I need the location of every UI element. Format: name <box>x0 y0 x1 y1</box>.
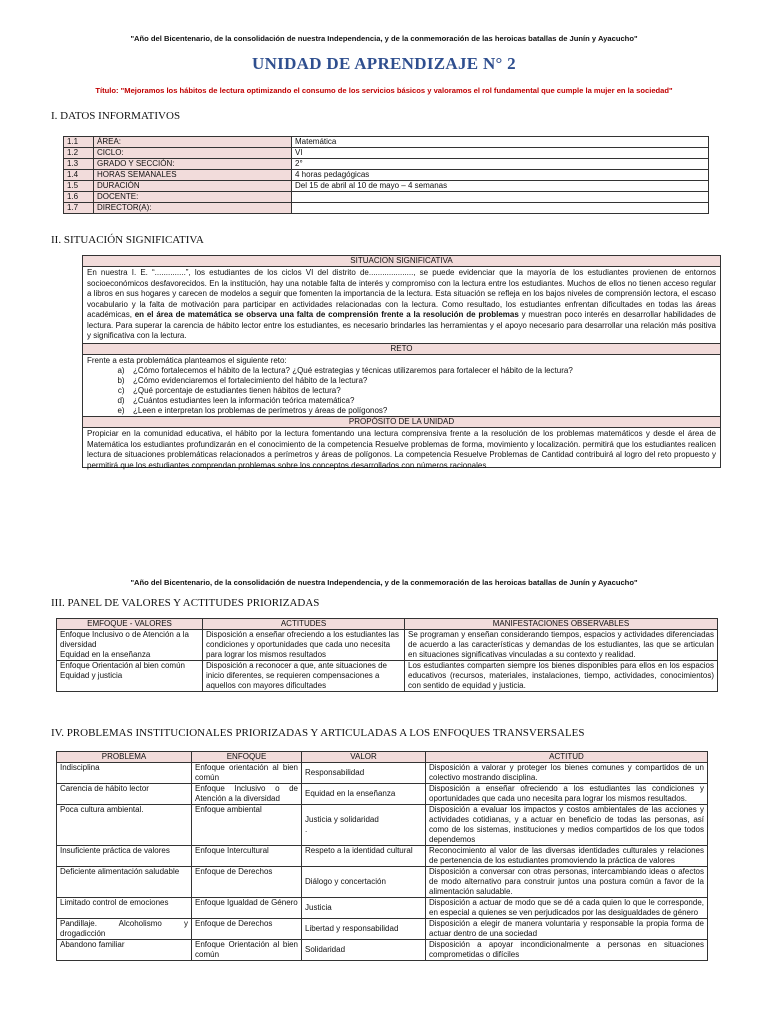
problemas-valor: Solidaridad <box>302 940 426 961</box>
datos-num: 1.4 <box>64 170 94 181</box>
section-situacion-heading: II. SITUACIÓN SIGNIFICATIVA <box>51 234 204 246</box>
problemas-table <box>56 751 708 961</box>
problemas-enfoque: Enfoque de Derechos <box>192 919 302 940</box>
problemas-enfoque: Enfoque Inclusivo o de Atención a la diversidad <box>192 784 302 805</box>
panel-actitud: Disposición a enseñar ofreciendo a los estudiantes las condiciones y oportunidades que cada uno necesita para lograr los mismos resultados <box>203 630 405 661</box>
reto-header: RETO <box>83 343 720 355</box>
panel-header-cell: MANIFESTACIONES OBSERVABLES <box>405 619 718 630</box>
datos-num: 1.3 <box>64 159 94 170</box>
panel-manifestacion: Los estudiantes comparten siempre los bienes disponibles para ellos en los espacios educativos (recursos, materiales, instalaciones, tiempo, actividades, conocimientos) con sentido de equidad y justicia. <box>405 661 718 692</box>
datos-label: HORAS SEMANALES <box>94 170 292 181</box>
problemas-enfoque: Enfoque Orientación al bien común <box>192 940 302 961</box>
problemas-header-cell: PROBLEMA <box>57 752 192 763</box>
datos-value: 2° <box>292 159 709 170</box>
datos-label: DURACIÓN <box>94 181 292 192</box>
datos-value <box>292 192 709 203</box>
problemas-enfoque: Enfoque Intercultural <box>192 846 302 867</box>
problemas-problema: Poca cultura ambiental. <box>57 805 192 846</box>
problemas-enfoque: Enfoque orientación al bien común <box>192 763 302 784</box>
problemas-enfoque: Enfoque Igualdad de Género <box>192 898 302 919</box>
problemas-row <box>57 940 708 961</box>
datos-label: ÁREA: <box>94 137 292 148</box>
problemas-problema: Limitado control de emociones <box>57 898 192 919</box>
motto-header: "Año del Bicentenario, de la consolidación de nuestra Independencia, y de la conmemoración de las heroicas batallas de Junín y Ayacucho" <box>130 34 638 43</box>
panel-enfoque: Enfoque Inclusivo o de Atención a la diversidad Equidad en la enseñanza <box>57 630 203 661</box>
reto-intro: Frente a esta problemática planteamos el siguiente reto: <box>87 355 287 365</box>
datos-row <box>64 148 709 159</box>
situacion-header: SITUACION SIGNIFICATIVA <box>83 256 720 267</box>
problemas-actitud: Disposición a evaluar los impactos y costos ambientales de las acciones y actividades cotidianas, y a actuar en beneficio de todas las personas, así como de los sistemas, instituciones y medios compartidos de los que todos dependemos <box>426 805 708 846</box>
datos-row <box>64 181 709 192</box>
datos-label: DIRECTOR(A): <box>94 203 292 214</box>
problemas-actitud: Disposición a actuar de modo que se dé a cada quien lo que le corresponde, en especial a quienes se ven perjudicados por las desigualdades de género <box>426 898 708 919</box>
problemas-valor: Equidad en la enseñanza <box>302 784 426 805</box>
proposito-text: Propiciar en la comunidad educativa, el hábito por la lectura fomentando una lectura comprensiva frente a la resolución de los problemas matemáticos y desde el área de Matemática los estudiantes profundizarán en el conocimiento de la competencia Resuelve problemas de forma, movimiento y localización. permitirá que los estudiantes realicen lectura de situaciones problemáticas relacionados a perímetros y áreas de polígonos. La competencia Resuelve Problemas de Cantidad contribuirá al logro del reto propuesto y permitirá que los estudiantes comprendan problemas sobre los conceptos desarrollados con números racionales <box>87 429 716 470</box>
problemas-actitud: Reconocimiento al valor de las diversas identidades culturales y relaciones de pertenencia de los estudiantes promoviendo la práctica de valores <box>426 846 708 867</box>
problemas-row <box>57 867 708 898</box>
problemas-actitud: Disposición a conversar con otras personas, intercambiando ideas o afectos de modo alternativo para construir juntos una postura común a favor de la alimentación saludable. <box>426 867 708 898</box>
datos-value <box>292 203 709 214</box>
panel-header-cell: ACTITUDES <box>203 619 405 630</box>
problemas-valor: Justicia y solidaridad . <box>302 805 426 846</box>
datos-value: 4 horas pedagógicas <box>292 170 709 181</box>
panel-manifestacion: Se programan y enseñan considerando tiempos, espacios y actividades diferenciadas de acuerdo a las características y demandas de los estudiantes, las que se articulan en situaciones significativas vinculadas a su contexto y realidad. <box>405 630 718 661</box>
panel-row <box>57 661 718 692</box>
problemas-actitud: Disposición a apoyar incondicionalmente a personas en situaciones comprometidas o difíciles <box>426 940 708 961</box>
datos-num: 1.1 <box>64 137 94 148</box>
reto-item: a. ¿Cómo fortalecemos el hábito de la lectura? ¿Qué estrategias y técnicas utilizaremos para fortalecer el hábito de la lectura? <box>129 366 720 376</box>
problemas-valor: Respeto a la identidad cultural <box>302 846 426 867</box>
reto-item: d. ¿Cuántos estudiantes leen la información teórica matemática? <box>129 396 720 406</box>
datos-label: CICLO: <box>94 148 292 159</box>
problemas-problema: Indisciplina <box>57 763 192 784</box>
datos-row <box>64 159 709 170</box>
problemas-row <box>57 805 708 846</box>
motto-header-2: "Año del Bicentenario, de la consolidación de nuestra Independencia, y de la conmemoración de las heroicas batallas de Junín y Ayacucho" <box>130 578 638 587</box>
datos-table <box>63 136 709 214</box>
problemas-enfoque: Enfoque ambiental <box>192 805 302 846</box>
problemas-row <box>57 763 708 784</box>
problemas-valor: Libertad y responsabilidad <box>302 919 426 940</box>
problemas-actitud: Disposición a enseñar ofreciendo a los estudiantes las condiciones y oportunidades que cada uno necesita para lograr los mismos resultados. <box>426 784 708 805</box>
datos-value: VI <box>292 148 709 159</box>
panel-header-cell: EMFOQUE - VALORES <box>57 619 203 630</box>
panel-enfoque: Enfoque Orientación al bien común Equidad y justicia <box>57 661 203 692</box>
problemas-header-cell: ACTITUD <box>426 752 708 763</box>
datos-row <box>64 203 709 214</box>
problemas-problema: Deficiente alimentación saludable <box>57 867 192 898</box>
problemas-problema: Carencia de hábito lector <box>57 784 192 805</box>
unit-subtitle: Título: "Mejoramos los hábitos de lectura optimizando el consumo de los servicios básicos y valoramos el rol fundamental que cumple la mujer en la sociedad" <box>95 86 673 95</box>
panel-row <box>57 630 718 661</box>
datos-label: GRADO Y SECCIÓN: <box>94 159 292 170</box>
datos-row <box>64 192 709 203</box>
problemas-valor: Diálogo y concertación <box>302 867 426 898</box>
proposito-header: PROPÓSITO DE LA UNIDAD <box>83 416 720 428</box>
section-datos-heading: I. DATOS INFORMATIVOS <box>51 110 181 122</box>
problemas-row <box>57 784 708 805</box>
datos-row <box>64 137 709 148</box>
problemas-header-cell: VALOR <box>302 752 426 763</box>
datos-value: Del 15 de abril al 10 de mayo – 4 semanas <box>292 181 709 192</box>
section-problemas-heading: IV. PROBLEMAS INSTITUCIONALES PRIORIZADAS Y ARTICULADAS A LOS ENFOQUES TRANSVERSALES <box>51 727 585 739</box>
datos-num: 1.5 <box>64 181 94 192</box>
problemas-header-cell: ENFOQUE <box>192 752 302 763</box>
problemas-row <box>57 919 708 940</box>
datos-num: 1.2 <box>64 148 94 159</box>
reto-item: b. ¿Cómo evidenciaremos el fortalecimiento del hábito de la lectura? <box>129 376 720 386</box>
section-panel-heading: III. PANEL DE VALORES Y ACTITUDES PRIORIZADAS <box>51 597 320 609</box>
page-title: UNIDAD DE APRENDIZAJE N° 2 <box>252 54 516 73</box>
problemas-problema: Insuficiente práctica de valores <box>57 846 192 867</box>
panel-table <box>56 618 718 692</box>
problemas-actitud: Disposición a elegir de manera voluntaria y responsable la propia forma de actuar dentro de una sociedad <box>426 919 708 940</box>
problemas-actitud: Disposición a valorar y proteger los bienes comunes y compartidos de un colectivo mostrando disciplina. <box>426 763 708 784</box>
situacion-box <box>82 255 721 468</box>
situacion-text: En nuestra I. E. “..............”, los estudiantes de los ciclos VI del distrito de...................., se puede evidenciar que la mayoría de los estudiantes provienen de entornos socioeconómicos desfavorecidos. En la institución, hay una notable falta de interés y compromiso con la lectura entre los estudiantes. Muchos de ellos no tienen acceso regular a libros en sus hogares y carecen de modelos a seguir que fomenten la importancia de la lectura. Esta situación se refleja en los bajos niveles de comprensión lectora, el escaso vocabulario y la falta de motivación para participar en actividades relacionadas con la lectura. Como resultado, los estudiantes enfrentan dificultades en todas las áreas académicas, en el área de matemática se observa una falta de comprensión frente a la resolución de problemas y muestran poco interés en desarrollar habilidades de lectura. Para superar la carencia de hábito lector entre los estudiantes, es necesario brindarles las herramientas y el apoyo necesario para desarrollar una relación más positiva y significativa con la lectura. <box>87 268 716 340</box>
problemas-problema: Pandillaje. Alcoholismo y drogadicción <box>57 919 192 940</box>
datos-row <box>64 170 709 181</box>
datos-label: DOCENTE: <box>94 192 292 203</box>
problemas-row <box>57 898 708 919</box>
problemas-valor: Responsabilidad <box>302 763 426 784</box>
problemas-problema: Abandono familiar <box>57 940 192 961</box>
problemas-enfoque: Enfoque de Derechos <box>192 867 302 898</box>
reto-item: e. ¿Leen e interpretan los problemas de perímetros y áreas de polígonos? <box>129 406 720 416</box>
problemas-row <box>57 846 708 867</box>
datos-value: Matemática <box>292 137 709 148</box>
datos-num: 1.6 <box>64 192 94 203</box>
problemas-valor: Justicia <box>302 898 426 919</box>
panel-actitud: Disposición a reconocer a que, ante situaciones de inicio diferentes, se requieren compensaciones a aquellos con mayores dificultades <box>203 661 405 692</box>
datos-num: 1.7 <box>64 203 94 214</box>
reto-list <box>83 366 720 416</box>
reto-item: c. ¿Qué porcentaje de estudiantes tienen hábitos de lectura? <box>129 386 720 396</box>
